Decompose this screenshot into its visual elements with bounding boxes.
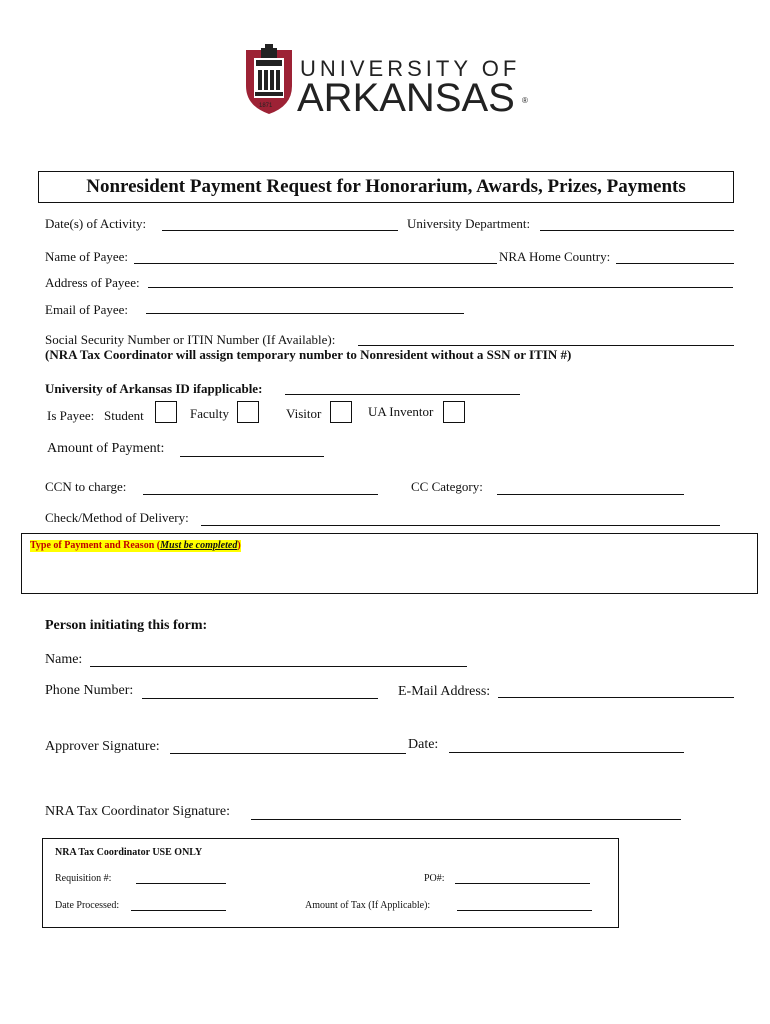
payee-type-student-label: Student <box>104 408 144 423</box>
nra-use-only-box <box>42 838 619 928</box>
payee-email-field[interactable] <box>146 313 464 314</box>
logo-year: 1871 <box>259 103 273 109</box>
nra-home-country-field[interactable] <box>616 263 734 264</box>
logo-university-of: UNIVERSITY OF <box>300 56 521 81</box>
payee-type-inventor-checkbox[interactable] <box>443 401 465 423</box>
payment-reason-label: Type of Payment and Reason (Must be completed) <box>30 540 241 551</box>
po-field[interactable] <box>455 883 590 884</box>
payee-type-visitor-checkbox[interactable] <box>330 401 352 423</box>
ssn-itin-label: Social Security Number or ITIN Number (If Available): <box>45 332 336 347</box>
delivery-method-label: Check/Method of Delivery: <box>45 510 189 525</box>
date-processed-label: Date Processed: <box>55 900 120 911</box>
form-title-box <box>38 171 734 203</box>
approver-date-label: Date: <box>408 737 439 752</box>
cc-category-field[interactable] <box>497 494 684 495</box>
initiator-name-label: Name: <box>45 652 83 667</box>
payee-type-faculty-label: Faculty <box>190 406 229 421</box>
initiator-phone-label: Phone Number: <box>45 683 134 698</box>
cc-category-label: CC Category: <box>411 479 483 494</box>
payee-type-student-checkbox[interactable] <box>155 401 177 423</box>
amount-of-tax-label: Amount of Tax (If Applicable): <box>305 900 431 911</box>
approver-date-field[interactable] <box>449 752 684 753</box>
university-department-field[interactable] <box>540 230 734 231</box>
nra-home-country-label: NRA Home Country: <box>499 249 611 264</box>
initiator-heading: Person initiating this form: <box>45 618 208 633</box>
payee-type-visitor-label: Visitor <box>286 406 322 421</box>
payee-address-field[interactable] <box>148 287 733 288</box>
ccn-field[interactable] <box>143 494 378 495</box>
initiator-email-field[interactable] <box>498 697 734 698</box>
date-processed-field[interactable] <box>131 910 226 911</box>
ua-id-label: University of Arkansas ID ifapplicable: <box>45 381 263 396</box>
payment-reason-box[interactable] <box>21 533 758 594</box>
form-title: Nonresident Payment Request for Honorarium, Awards, Prizes, Payments <box>86 176 686 197</box>
initiator-name-field[interactable] <box>90 666 467 667</box>
amount-of-payment-field[interactable] <box>180 456 324 457</box>
approver-signature-field[interactable] <box>170 753 406 754</box>
requisition-label: Requisition #: <box>55 873 112 884</box>
dates-of-activity-label: Date(s) of Activity: <box>45 216 147 231</box>
approver-signature-label: Approver Signature: <box>45 739 160 754</box>
initiator-phone-field[interactable] <box>142 698 378 699</box>
must-be-completed-note: Must be completed <box>160 540 238 551</box>
payee-type-inventor-label: UA Inventor <box>368 404 434 419</box>
logo-registered-mark: ® <box>522 96 528 105</box>
ccn-label: CCN to charge: <box>45 479 127 494</box>
payee-type-faculty-checkbox[interactable] <box>237 401 259 423</box>
dates-of-activity-field[interactable] <box>162 230 398 231</box>
nra-coordinator-signature-label: NRA Tax Coordinator Signature: <box>45 804 231 819</box>
po-label: PO#: <box>424 873 445 884</box>
logo-arkansas: ARKANSAS <box>297 76 515 120</box>
amount-of-tax-field[interactable] <box>457 910 592 911</box>
nra-use-only-heading: NRA Tax Coordinator USE ONLY <box>55 847 203 858</box>
is-payee-label: Is Payee: <box>47 408 95 423</box>
amount-of-payment-label: Amount of Payment: <box>47 441 165 456</box>
nra-coordinator-signature-field[interactable] <box>251 819 681 820</box>
ua-id-field[interactable] <box>285 394 520 395</box>
requisition-field[interactable] <box>136 883 226 884</box>
payee-name-field[interactable] <box>134 263 497 264</box>
delivery-method-field[interactable] <box>201 525 720 526</box>
payee-name-label: Name of Payee: <box>45 249 129 264</box>
ssn-itin-note: (NRA Tax Coordinator will assign temporary number to Nonresident without a SSN or ITIN #) <box>45 347 572 362</box>
payee-address-label: Address of Payee: <box>45 275 140 290</box>
ssn-itin-field[interactable] <box>358 345 734 346</box>
initiator-email-label: E-Mail Address: <box>398 684 491 699</box>
university-department-label: University Department: <box>407 216 531 231</box>
payee-email-label: Email of Payee: <box>45 302 129 317</box>
